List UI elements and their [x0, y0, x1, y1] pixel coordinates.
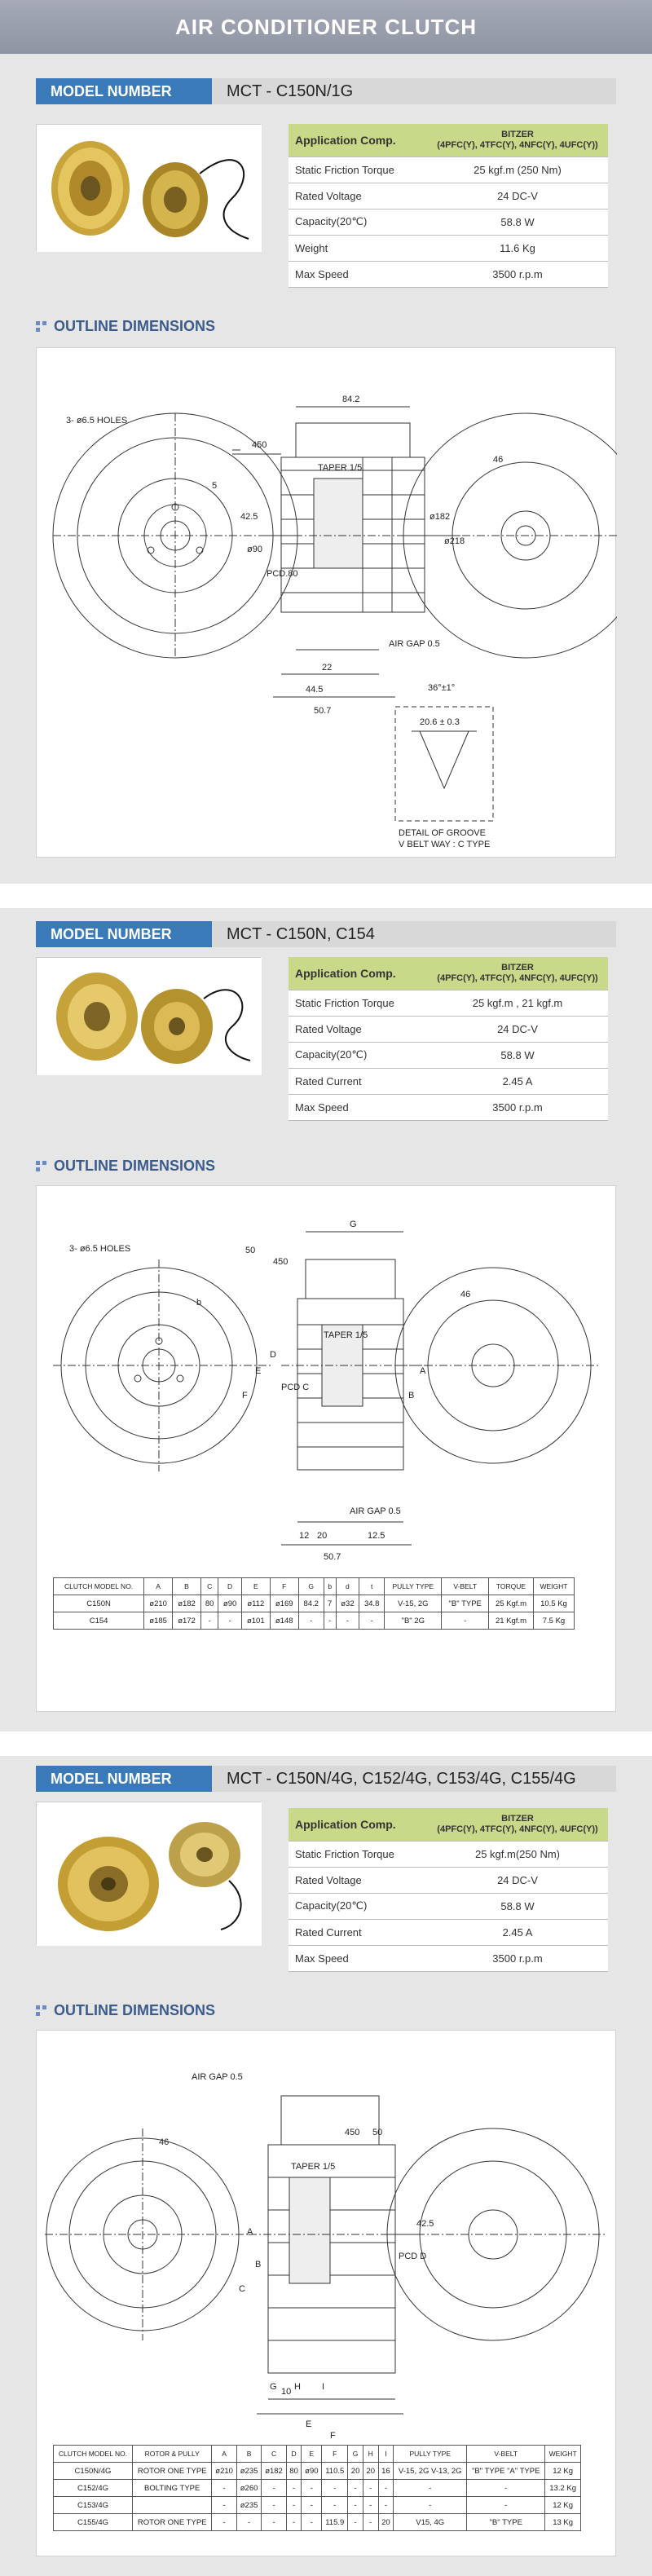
model-bar: [36, 1766, 616, 1792]
spec-row: [289, 157, 608, 183]
col-header: A: [144, 1578, 173, 1595]
col-header: H: [363, 2446, 378, 2463]
dim-b: B: [408, 1391, 415, 1400]
spec-key: Rated Voltage: [289, 1016, 427, 1042]
bullet-icon: [36, 2005, 47, 2017]
dimension-table: [53, 1577, 575, 1630]
table-cell: C150N/4G: [54, 2463, 133, 2480]
dim-d: D: [270, 1350, 276, 1360]
table-row: [54, 2480, 581, 2497]
dim-46: 46: [460, 1290, 471, 1299]
col-header: WEIGHT: [533, 1578, 574, 1595]
spec-row: [289, 235, 608, 261]
table-cell: ø182: [262, 2463, 286, 2480]
dim-pcd: PCD.80: [267, 569, 298, 579]
dim-450: 450: [252, 440, 267, 450]
dim-e: E: [306, 2419, 312, 2429]
dim-a: A: [420, 1366, 426, 1376]
col-header: D: [286, 2446, 302, 2463]
spec-row: [289, 1919, 608, 1945]
table-cell: ø101: [241, 1612, 270, 1630]
dim-pcd: PCD D: [399, 2252, 427, 2261]
dim-450: 450: [345, 2128, 360, 2137]
dim-a: A: [247, 2227, 253, 2237]
spec-header-models: (4PFC(Y), 4TFC(Y), 4NFC(Y), 4UFC(Y)): [437, 973, 598, 983]
dim-90: ø90: [247, 545, 262, 554]
table-cell: 16: [378, 2463, 394, 2480]
dim-holes: 3- ø6.5 HOLES: [66, 416, 128, 426]
table-cell: 13 Kg: [545, 2514, 581, 2531]
spec-row: [289, 1094, 608, 1120]
table-cell: -: [286, 2514, 302, 2531]
dim-218: ø218: [444, 536, 465, 546]
outline-heading-text: OUTLINE DIMENSIONS: [54, 2002, 216, 2018]
dim-5: 5: [212, 481, 218, 491]
table-cell: 110.5: [322, 2463, 348, 2480]
technical-drawing: [37, 1186, 617, 1713]
table-cell: 80: [200, 1595, 218, 1612]
dim-46: 46: [159, 2137, 170, 2147]
table-cell: ø182: [173, 1595, 201, 1612]
spec-key: Static Friction Torque: [289, 1841, 427, 1867]
dim-holes: 3- ø6.5 HOLES: [69, 1244, 131, 1254]
product-photo: [36, 957, 261, 1074]
table-cell: 7.5 Kg: [533, 1612, 574, 1630]
table-cell: -: [363, 2480, 378, 2497]
spec-value: 2.45 A: [427, 1919, 608, 1945]
table-cell: -: [212, 2514, 236, 2531]
spec-header-row: [289, 1808, 608, 1841]
table-cell: -: [212, 2480, 236, 2497]
outline-heading-text: OUTLINE DIMENSIONS: [54, 318, 216, 334]
spec-row: [289, 1068, 608, 1094]
col-header: G: [348, 2446, 363, 2463]
spec-key: Static Friction Torque: [289, 990, 427, 1016]
spec-value: 11.6 Kg: [427, 235, 608, 261]
table-cell: 21 Kgf.m: [489, 1612, 534, 1630]
spec-key: Capacity(20℃): [289, 209, 427, 235]
col-header: V-BELT: [442, 1578, 489, 1595]
dim-taper: TAPER 1/5: [324, 1330, 368, 1340]
spec-value: 2.45 A: [427, 1068, 608, 1094]
table-cell: -: [262, 2497, 286, 2514]
table-cell: [132, 2497, 211, 2514]
table-cell: -: [262, 2514, 286, 2531]
bullet-icon: [36, 321, 47, 333]
spec-header-value: [427, 124, 608, 157]
dim-42: 42.5: [416, 2219, 434, 2229]
vbelt-caption: V BELT WAY : C TYPE: [399, 840, 491, 849]
spec-header-key: Application Comp.: [289, 124, 427, 157]
spec-key: Rated Current: [289, 1068, 427, 1094]
dim-12: 12: [299, 1531, 310, 1541]
table-cell: ø169: [270, 1595, 298, 1612]
table-cell: -: [262, 2480, 286, 2497]
model-number-value: MCT - C150N/1G: [227, 82, 354, 100]
groove-detail-caption: DETAIL OF GROOVE: [399, 828, 486, 838]
table-cell: C152/4G: [54, 2480, 133, 2497]
table-cell: C150N: [54, 1595, 144, 1612]
page-title: AIR CONDITIONER CLUTCH: [174, 14, 478, 39]
spec-header-models: (4PFC(Y), 4TFC(Y), 4NFC(Y), 4UFC(Y)): [437, 1824, 598, 1834]
bullet-icon: [36, 1161, 47, 1172]
spec-table: [289, 124, 608, 288]
col-header: B: [173, 1578, 201, 1595]
table-cell: BOLTING TYPE: [132, 2480, 211, 2497]
clutch-photo-illustration: [37, 958, 262, 1075]
dim-182: ø182: [430, 512, 451, 522]
dimension-header-row: [54, 1578, 575, 1595]
table-cell: -: [200, 1612, 218, 1630]
table-cell: -: [348, 2480, 363, 2497]
table-cell: ø235: [236, 2463, 261, 2480]
table-cell: 34.8: [359, 1595, 385, 1612]
spec-value: 3500 r.p.m: [427, 1094, 608, 1120]
spec-row: [289, 1042, 608, 1068]
table-cell: -: [302, 2480, 322, 2497]
outline-heading-text: OUTLINE DIMENSIONS: [54, 1158, 216, 1174]
spec-table: [289, 957, 608, 1121]
dim-f: F: [242, 1391, 248, 1400]
table-cell: ø172: [173, 1612, 201, 1630]
spec-row: [289, 1945, 608, 1971]
dim-airgap: AIR GAP 0.5: [389, 639, 440, 649]
col-header: t: [359, 1578, 385, 1595]
spec-value: 58.8 W: [427, 1893, 608, 1919]
product-section-1: [0, 54, 652, 884]
spec-value: 58.8 W: [427, 1042, 608, 1068]
table-cell: -: [302, 2497, 322, 2514]
table-cell: 84.2: [298, 1595, 324, 1612]
col-header: A: [212, 2446, 236, 2463]
spec-key: Static Friction Torque: [289, 157, 427, 183]
clutch-photo-illustration: [37, 125, 262, 252]
col-header: F: [270, 1578, 298, 1595]
header-banner: [0, 0, 652, 54]
dim-groove: 20.6 ± 0.3: [420, 717, 460, 727]
table-cell: -: [378, 2480, 394, 2497]
dim-50: 50: [372, 2128, 383, 2137]
spec-row: [289, 1841, 608, 1867]
spec-header-row: [289, 957, 608, 990]
table-cell: -: [322, 2480, 348, 2497]
spec-key: Rated Voltage: [289, 183, 427, 209]
table-cell: -: [236, 2514, 261, 2531]
col-header: WEIGHT: [545, 2446, 581, 2463]
table-cell: ø210: [212, 2463, 236, 2480]
table-cell: -: [467, 2480, 545, 2497]
table-cell: -: [442, 1612, 489, 1630]
table-cell: 20: [348, 2463, 363, 2480]
spec-value: 24 DC-V: [427, 1867, 608, 1893]
spec-value: 3500 r.p.m: [427, 1945, 608, 1971]
table-cell: C153/4G: [54, 2497, 133, 2514]
spec-value: 3500 r.p.m: [427, 261, 608, 287]
table-cell: ø148: [270, 1612, 298, 1630]
spec-row: [289, 261, 608, 287]
model-number-value: MCT - C150N, C154: [227, 924, 375, 943]
dim-airgap: AIR GAP 0.5: [350, 1506, 401, 1516]
model-number-label: MODEL NUMBER: [36, 921, 212, 947]
spec-row: [289, 1893, 608, 1919]
model-number-label: MODEL NUMBER: [36, 1766, 212, 1792]
dim-84: 84.2: [342, 395, 360, 404]
table-row: [54, 2514, 581, 2531]
table-cell: V-15, 2G: [385, 1595, 442, 1612]
col-header: CLUTCH MODEL NO.: [54, 1578, 144, 1595]
spec-row: [289, 1016, 608, 1042]
outline-heading: [36, 1158, 215, 1175]
dim-i: I: [322, 2382, 325, 2392]
table-cell: 115.9: [322, 2514, 348, 2531]
dim-e: E: [255, 1366, 262, 1376]
table-cell: V15, 4G: [394, 2514, 467, 2531]
spec-value: 25 kgf.m(250 Nm): [427, 1841, 608, 1867]
spec-key: Max Speed: [289, 1094, 427, 1120]
product-photo: [36, 1802, 261, 1945]
spec-key: Rated Voltage: [289, 1867, 427, 1893]
dim-f: F: [330, 2431, 336, 2441]
table-cell: V-15, 2G V-13, 2G: [394, 2463, 467, 2480]
spec-header-models: (4PFC(Y), 4TFC(Y), 4NFC(Y), 4UFC(Y)): [437, 139, 598, 150]
spec-header-row: [289, 124, 608, 157]
dim-pcd: PCD C: [281, 1383, 310, 1392]
spec-key: Max Speed: [289, 1945, 427, 1971]
dim-airgap: AIR GAP 0.5: [192, 2072, 243, 2082]
col-header: C: [200, 1578, 218, 1595]
table-cell: ø90: [218, 1595, 241, 1612]
spec-row: [289, 183, 608, 209]
table-cell: -: [336, 1612, 359, 1630]
dim-c: C: [239, 2284, 245, 2294]
col-header: b: [324, 1578, 336, 1595]
table-cell: -: [324, 1612, 336, 1630]
table-cell: -: [298, 1612, 324, 1630]
spec-row: [289, 1867, 608, 1893]
spec-header-key: Application Comp.: [289, 957, 427, 990]
spec-value: 25 kgf.m (250 Nm): [427, 157, 608, 183]
outline-heading: [36, 2002, 215, 2019]
product-section-2: [0, 908, 652, 1731]
spec-value: 24 DC-V: [427, 1016, 608, 1042]
dimension-table: [53, 2445, 581, 2531]
spec-header-brand: BITZER: [501, 129, 534, 139]
dim-50-7: 50.7: [324, 1552, 341, 1562]
table-cell: "B" TYPE "A" TYPE: [467, 2463, 545, 2480]
table-cell: -: [363, 2514, 378, 2531]
table-cell: -: [286, 2497, 302, 2514]
table-cell: 7: [324, 1595, 336, 1612]
dim-b-small: b: [196, 1298, 202, 1308]
spec-header-key: Application Comp.: [289, 1808, 427, 1841]
spec-header-value: [427, 1808, 608, 1841]
col-header: E: [241, 1578, 270, 1595]
technical-drawing: [37, 348, 617, 858]
dim-50: 50.7: [314, 706, 332, 716]
dimension-header-row: [54, 2446, 581, 2463]
table-cell: -: [302, 2514, 322, 2531]
spec-value: 58.8 W: [427, 209, 608, 235]
table-cell: -: [348, 2514, 363, 2531]
table-cell: 10.5 Kg: [533, 1595, 574, 1612]
table-cell: 12 Kg: [545, 2497, 581, 2514]
col-header: V-BELT: [467, 2446, 545, 2463]
table-cell: 20: [363, 2463, 378, 2480]
separator: [0, 884, 652, 908]
spec-row: [289, 209, 608, 235]
col-header: D: [218, 1578, 241, 1595]
spec-key: Capacity(20℃): [289, 1042, 427, 1068]
dim-20: 20: [317, 1531, 328, 1541]
spec-value: 25 kgf.m , 21 kgf.m: [427, 990, 608, 1016]
table-cell: C154: [54, 1612, 144, 1630]
table-cell: ø32: [336, 1595, 359, 1612]
outline-heading: [36, 318, 215, 335]
table-cell: -: [378, 2497, 394, 2514]
dim-46: 46: [493, 455, 504, 465]
dim-22: 22: [322, 663, 333, 673]
spec-key: Weight: [289, 235, 427, 261]
col-header: PULLY TYPE: [394, 2446, 467, 2463]
spec-key: Capacity(20℃): [289, 1893, 427, 1919]
model-bar: [36, 78, 616, 104]
spec-row: [289, 990, 608, 1016]
product-photo: [36, 124, 261, 251]
dim-50: 50: [245, 1246, 256, 1255]
col-header: I: [378, 2446, 394, 2463]
spec-value: 24 DC-V: [427, 183, 608, 209]
dim-450: 450: [273, 1257, 289, 1267]
dim-h: H: [294, 2382, 301, 2392]
table-cell: 25 Kgf.m: [489, 1595, 534, 1612]
table-cell: "B" TYPE: [442, 1595, 489, 1612]
table-cell: ø235: [236, 2497, 261, 2514]
table-cell: ROTOR ONE TYPE: [132, 2514, 211, 2531]
outline-drawing-3: [36, 2030, 616, 2556]
col-header: C: [262, 2446, 286, 2463]
table-cell: 13.2 Kg: [545, 2480, 581, 2497]
col-header: B: [236, 2446, 261, 2463]
table-cell: -: [348, 2497, 363, 2514]
col-header: E: [302, 2446, 322, 2463]
table-cell: "B" 2G: [385, 1612, 442, 1630]
table-cell: -: [394, 2480, 467, 2497]
table-cell: ø210: [144, 1595, 173, 1612]
table-cell: -: [218, 1612, 241, 1630]
spec-key: Rated Current: [289, 1919, 427, 1945]
spec-header-brand: BITZER: [501, 962, 534, 973]
spec-table: [289, 1808, 608, 1972]
dim-taper: TAPER 1/5: [291, 2162, 336, 2172]
table-cell: -: [322, 2497, 348, 2514]
table-cell: -: [212, 2497, 236, 2514]
table-cell: -: [467, 2497, 545, 2514]
table-row: [54, 1595, 575, 1612]
dim-g: G: [270, 2382, 277, 2392]
dim-angle: 36°±1°: [428, 683, 456, 693]
table-cell: ø112: [241, 1595, 270, 1612]
col-header: F: [322, 2446, 348, 2463]
table-row: [54, 2497, 581, 2514]
dim-b: B: [255, 2260, 262, 2269]
table-cell: 12 Kg: [545, 2463, 581, 2480]
col-header: TORQUE: [489, 1578, 534, 1595]
spec-header-brand: BITZER: [501, 1813, 534, 1824]
table-cell: -: [394, 2497, 467, 2514]
dim-44: 44.5: [306, 685, 324, 695]
table-cell: 80: [286, 2463, 302, 2480]
table-cell: 20: [378, 2514, 394, 2531]
separator: [0, 1731, 652, 1756]
dim-12-5: 12.5: [368, 1531, 385, 1541]
col-header: ROTOR & PULLY: [132, 2446, 211, 2463]
table-cell: ROTOR ONE TYPE: [132, 2463, 211, 2480]
col-header: d: [336, 1578, 359, 1595]
table-cell: "B" TYPE: [467, 2514, 545, 2531]
col-header: CLUTCH MODEL NO.: [54, 2446, 133, 2463]
table-cell: -: [363, 2497, 378, 2514]
table-row: [54, 2463, 581, 2480]
dim-taper: TAPER 1/5: [318, 463, 363, 473]
clutch-photo-illustration: [37, 1802, 262, 1946]
table-cell: -: [286, 2480, 302, 2497]
model-number-value: MCT - C150N/4G, C152/4G, C153/4G, C155/4G: [227, 1769, 576, 1788]
spec-header-value: [427, 957, 608, 990]
dim-g: G: [350, 1220, 357, 1229]
table-cell: ø90: [302, 2463, 322, 2480]
dim-42: 42.5: [240, 512, 258, 522]
model-number-label: MODEL NUMBER: [36, 78, 212, 104]
spec-key: Max Speed: [289, 261, 427, 287]
table-cell: -: [359, 1612, 385, 1630]
col-header: G: [298, 1578, 324, 1595]
table-cell: C155/4G: [54, 2514, 133, 2531]
table-cell: ø185: [144, 1612, 173, 1630]
model-bar: [36, 921, 616, 947]
outline-drawing-1: [36, 347, 616, 858]
dim-10: 10: [281, 2387, 292, 2397]
table-cell: ø260: [236, 2480, 261, 2497]
table-row: [54, 1612, 575, 1630]
product-section-3: [0, 1756, 652, 2576]
col-header: PULLY TYPE: [385, 1578, 442, 1595]
outline-drawing-2: [36, 1185, 616, 1712]
